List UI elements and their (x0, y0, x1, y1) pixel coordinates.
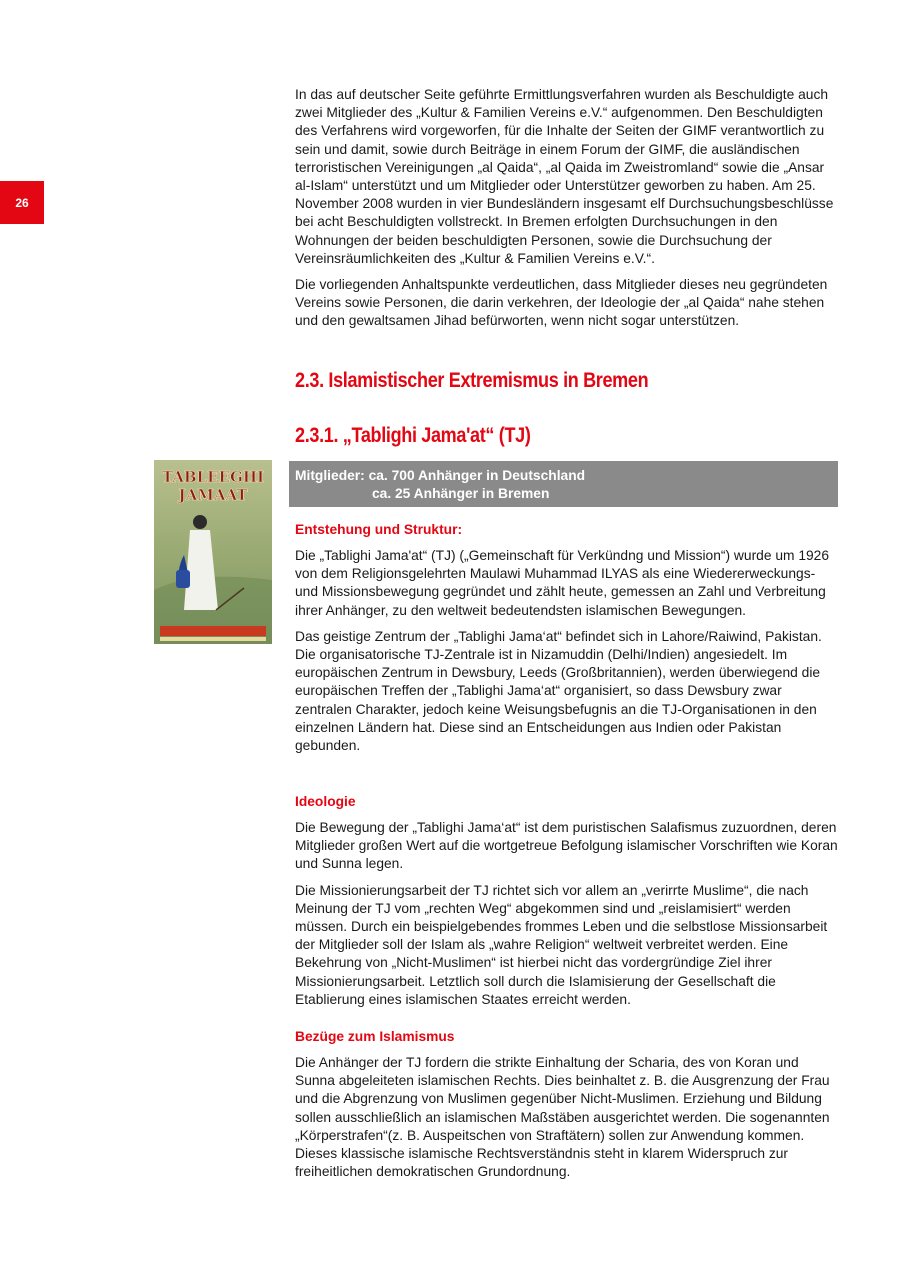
subsection-heading-block (295, 424, 838, 448)
entstehung-paragraph-1: Die „Tablighi Jama'at“ (TJ) („Gemeinschaft für Verkündng und Mission“) wurde um 1926 von dem Religionsgelehrten Maulawi Muhammad ILYAS als eine Wiedererweckungs- und Missionsbewegung gegründet und zählt heute, gemessen an Zahl und Verbreitung ihrer Anhänger, zu den weltweit bedeutendsten islamischen Bewegungen. (295, 548, 830, 618)
section-heading-block (295, 369, 838, 393)
entstehung-heading: Entstehung und Struktur: (295, 522, 463, 537)
subsection-title: 2.3.1. „Tablighi Jama'at“ (TJ) (295, 424, 531, 447)
members-info-box (289, 461, 838, 507)
section-title: 2.3. Islamistischer Extremismus in Bremen (295, 369, 649, 392)
bezuege-heading: Bezüge zum Islamismus (295, 1029, 455, 1044)
book-title-line2: JAMAAT (178, 486, 248, 504)
bezuege-paragraph-1: Die Anhänger der TJ fordern die strikte Einhaltung der Scharia, des von Koran und Sunna abgeleiteten islamischen Rechts. Dies beinhaltet z. B. die Ausgrenzung der Frau und die Abgrenzung von Muslimen gegenüber Nicht-Muslimen. Erziehung und Bildung sollen ausschließlich an islamischen Maßstäben ausgerichtet werden. Die sogenannten „Körperstrafen“(z. B. Auspeitschen von Straftätern) sollen zur Anwendung kommen. Dieses klassische islamische Rechtsverständnis steht in klarem Widerspruch zur freiheitlichen demokratischen Grundordnung. (295, 1055, 830, 1180)
intro-paragraph-2: Die vorliegenden Anhaltspunkte verdeutlichen, dass Mitglieder dieses neu gegründeten Vereins sowie Personen, die darin verkehren, der Ideologie der „al Qaida“ nahe stehen und den gewaltsamen Jihad befürworten, wenn nicht sogar unterstützen. (295, 277, 828, 329)
members-line-1: Mitglieder: ca. 700 Anhänger in Deutschland (295, 468, 586, 483)
ideologie-section (295, 793, 838, 1009)
ideologie-paragraph-2: Die Missionierungsarbeit der TJ richtet sich vor allem an „verirrte Muslime“, die nach Meinung der TJ vom „rechten Weg“ abgekommen sind und „reislamisiert“ werden müssen. Durch ein beispielgebendes frommes Leben und die selbstlose Missionsarbeit der Mitglieder soll der Islam als „wahre Religion“ weltweit verbreitet werden. Eine Bekehrung von „Nicht-Muslimen“ ist hierbei nicht das vordergründige Ziel ihrer Missionierungsarbeit. Letztlich soll durch die Islamisierung der Gesellschaft die Etablierung eines islamischen Staates erreicht werden. (295, 882, 828, 1007)
page-number: 26 (15, 195, 29, 210)
book-cover-illustration (154, 460, 272, 644)
intro-section (295, 86, 838, 331)
ideologie-paragraph-1: Die Bewegung der „Tablighi Jama‘at“ ist dem puristischen Salafismus zuzuordnen, deren Mitglieder großen Wert auf die wortgetreue Befolgung islamischer Vorschriften wie Koran und Sunna legen. (295, 820, 838, 872)
page-number-tab (0, 181, 44, 224)
intro-paragraph-1: In das auf deutscher Seite geführte Ermittlungsverfahren wurden als Beschuldigte auch zwei Mitglieder des „Kultur & Familien Vereins e.V.“ aufgenommen. Den Beschuldigten des Verfahrens wird vorgeworfen, für die Inhalte der Seiten der GIMF verantwortlich zu sein und damit, sowie durch Beiträge in einem Forum der GIMF, die ausländischen terroristischen Vereinigungen „al Qaida“, „al Qaida im Zweistromland“ sowie die „Ansar al-Islam“ unterstützt und um Mitglieder oder Unterstützer geworben zu haben. Am 25. November 2008 wurden in vier Bundesländern insgesamt elf Durchsuchungsbeschlüsse bei acht Beschuldigten vollstreckt. In Bremen erfolgten Durchsuchungen in den Wohnungen der beiden beschuldigten Personen, sowie die Durchsuchung der Vereinsräumlichkeiten des „Kultur & Familien Vereins e.V.“. (295, 87, 834, 266)
entstehung-paragraph-2: Das geistige Zentrum der „Tablighi Jama‘at“ befindet sich in Lahore/Raiwind, Pakistan. Die organisatorische TJ-Zentrale ist in Nizamuddin (Delhi/Indien) angesiedelt. Im europäischen Zentrum in Dewsbury, Leeds (Großbritannien), werden überwiegend die europäischen Treffen der „Tablighi Jama‘at“ organisiert, so dass Dewsbury zwar zentralen Charakter, jedoch keine Weisungsbefugnis an die TJ-Organisationen in den einzelnen Ländern hat. Diese sind an Entscheidungen aus Indien oder Pakistan gebunden. (295, 628, 822, 754)
entstehung-section (295, 521, 838, 755)
book-cover-image (154, 460, 272, 644)
ideologie-heading: Ideologie (295, 794, 356, 809)
members-line-2: ca. 25 Anhänger in Bremen (372, 486, 550, 501)
book-title-line1: TABLEEGHI (161, 468, 265, 486)
bezuege-section (295, 1028, 838, 1181)
